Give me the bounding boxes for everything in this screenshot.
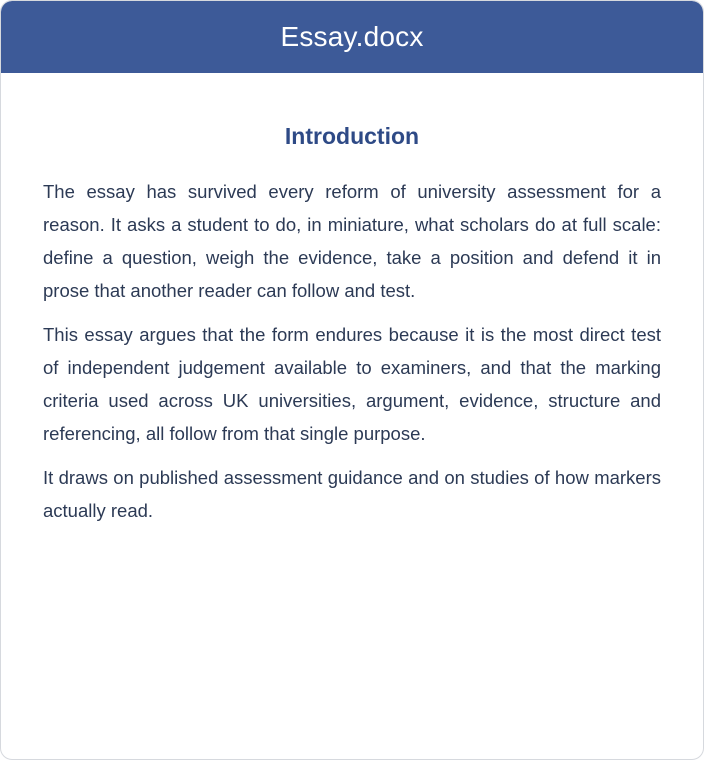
paragraph-2: This essay argues that the form endures because it is the most direct test of independent judgement available to examiners, and that the marking criteria used across UK universities, argument, evidence, structure and referencing, all follow from that single purpose. <box>43 323 661 444</box>
paragraph-3: It draws on published assessment guidance and on studies of how markers actually read. <box>43 466 661 521</box>
document-body[interactable] <box>1 73 703 527</box>
paragraph-1: The essay has survived every reform of university assessment for a reason. It asks a student to do, in miniature, what scholars do at full scale: define a question, weigh the evidence, take a position and defend it in prose that another reader can follow and test. <box>43 180 661 301</box>
title-bar <box>1 1 703 73</box>
section-heading: Introduction <box>284 123 420 149</box>
window-title: Essay.docx <box>280 21 424 52</box>
